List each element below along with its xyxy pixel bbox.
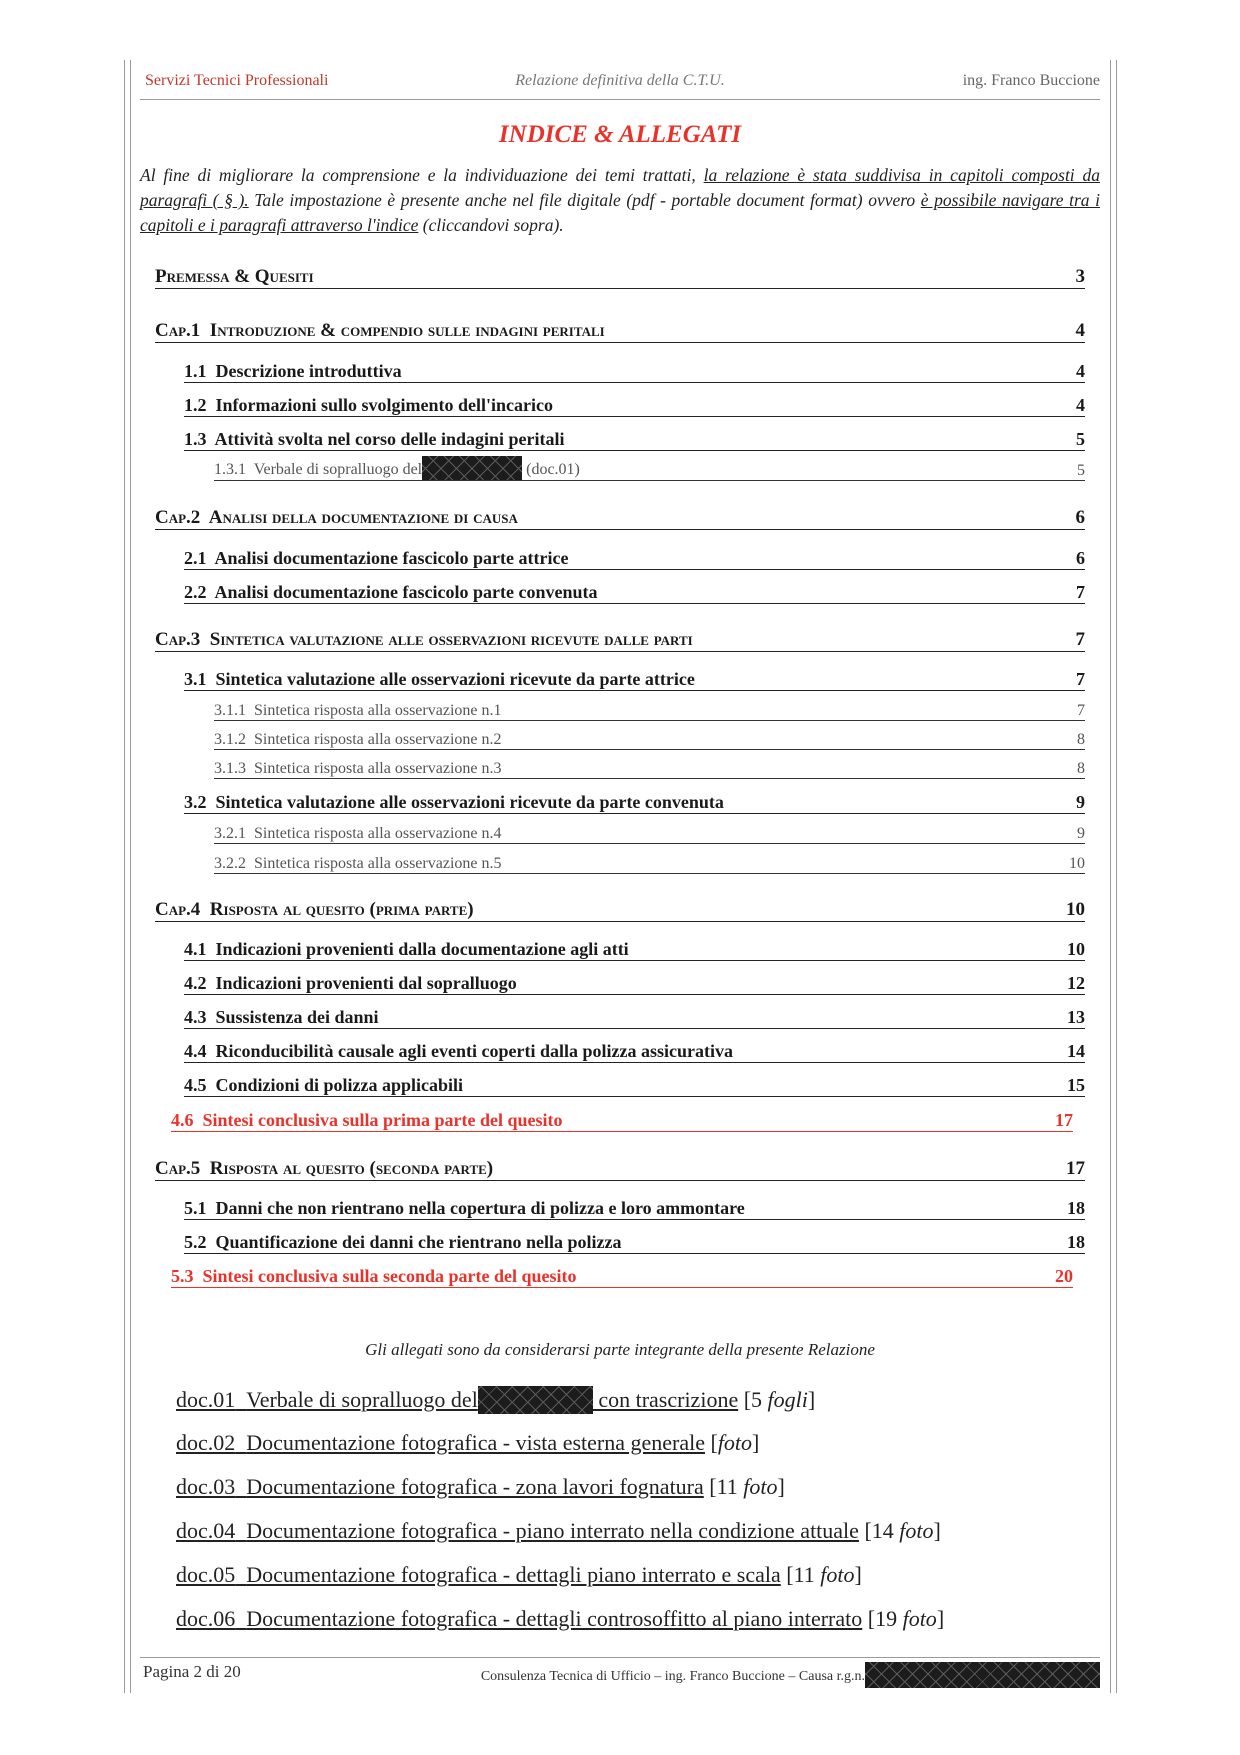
toc-entry[interactable]: 2.1 Analisi documentazione fascicolo parte attrice 6 bbox=[184, 548, 1085, 568]
toc-entry[interactable]: 1.3 Attività svolta nel corso delle indagini peritali 5 bbox=[184, 429, 1085, 449]
attachment-item[interactable]: doc.05 Documentazione fotografica - dettagli piano interrato e scala [11 foto] bbox=[176, 1562, 862, 1587]
footer-divider bbox=[140, 1657, 1100, 1658]
toc-entry[interactable]: 4.1 Indicazioni provenienti dalla documentazione agli atti 10 bbox=[184, 939, 1085, 959]
page-number: Pagina 2 di 20 bbox=[143, 1662, 241, 1681]
attachment-item[interactable]: doc.04 Documentazione fotografica - piano interrato nella condizione attuale [14 foto] bbox=[176, 1518, 941, 1543]
toc-entry[interactable]: Cap.1 Introduzione & compendio sulle indagini peritali 4 bbox=[155, 317, 1085, 343]
toc-entry[interactable]: 3.1.3 Sintetica risposta alla osservazione n.3 8 bbox=[214, 757, 1085, 779]
attachments-intro: Gli allegati sono da considerarsi parte integrante della presente Relazione bbox=[365, 1340, 875, 1359]
attachment-item[interactable]: doc.01 Verbale di sopralluogo del con trascrizione [5 fogli] bbox=[176, 1387, 816, 1412]
page-footer bbox=[140, 1662, 1100, 1686]
toc-entry[interactable]: 3.2.2 Sintetica risposta alla osservazione n.5 10 bbox=[214, 852, 1085, 874]
header-left: Servizi Tecnici Professionali bbox=[145, 72, 329, 89]
toc-entry[interactable]: Cap.5 Risposta al quesito (seconda parte) 17 bbox=[155, 1155, 1085, 1181]
header-center: Relazione definitiva della C.T.U. bbox=[515, 72, 725, 89]
toc-entry[interactable]: 1.1 Descrizione introduttiva 4 bbox=[184, 361, 1085, 381]
toc-entry[interactable]: 4.3 Sussistenza dei danni 13 bbox=[184, 1007, 1085, 1027]
toc-entry[interactable]: 3.1 Sintetica valutazione alle osservazioni ricevute da parte attrice 7 bbox=[184, 669, 1085, 689]
toc-entry[interactable]: Cap.4 Risposta al quesito (prima parte) 10 bbox=[155, 896, 1085, 922]
toc-entry[interactable]: 4.2 Indicazioni provenienti dal sopralluogo 12 bbox=[184, 973, 1085, 993]
toc-entry[interactable]: 3.1.2 Sintetica risposta alla osservazione n.2 8 bbox=[214, 728, 1085, 750]
toc-entry-highlight[interactable]: 4.6 Sintesi conclusiva sulla prima parte del quesito 17 bbox=[171, 1110, 1073, 1130]
redaction-block bbox=[422, 456, 522, 480]
toc-entry[interactable]: 1.2 Informazioni sullo svolgimento dell'incarico 4 bbox=[184, 395, 1085, 415]
toc-entry[interactable]: Cap.2 Analisi della documentazione di causa 6 bbox=[155, 504, 1085, 530]
attachment-item[interactable]: doc.06 Documentazione fotografica - dettagli controsoffitto al piano interrato [19 foto] bbox=[176, 1606, 945, 1631]
toc-entry[interactable]: 2.2 Analisi documentazione fascicolo parte convenuta 7 bbox=[184, 582, 1085, 602]
header-divider bbox=[140, 99, 1100, 100]
toc-entry[interactable]: 5.2 Quantificazione dei danni che rientrano nella polizza 18 bbox=[184, 1232, 1085, 1252]
intro-paragraph: Al fine di migliorare la comprensione e la individuazione dei temi trattati, la relazione è stata suddivisa in capitoli composti da paragrafi ( § ). Tale impostazione è presente anche nel file digitale (pdf - portable document format) ovvero è possibile navigare tra i capitoli e i paragrafi attraverso l'indice (cliccandovi sopra). bbox=[140, 165, 1100, 235]
attachment-item[interactable]: doc.03 Documentazione fotografica - zona lavori fognatura [11 foto] bbox=[176, 1474, 785, 1499]
toc-entry[interactable]: 4.5 Condizioni di polizza applicabili 15 bbox=[184, 1075, 1085, 1095]
page-title: INDICE & ALLEGATI bbox=[498, 121, 742, 148]
toc-entry[interactable]: Cap.3 Sintetica valutazione alle osservazioni ricevute dalle parti 7 bbox=[155, 626, 1085, 652]
page-header bbox=[140, 72, 1100, 96]
toc-entry[interactable]: Premessa & Quesiti 3 bbox=[155, 263, 1085, 289]
toc-entry[interactable]: 1.3.1 Verbale di sopralluogo del (doc.01) 5 bbox=[214, 459, 1085, 481]
toc-entry[interactable]: 3.2 Sintetica valutazione alle osservazioni ricevute da parte convenuta 9 bbox=[184, 792, 1085, 812]
attachment-item[interactable]: doc.02 Documentazione fotografica - vista esterna generale [foto] bbox=[176, 1430, 760, 1455]
footer-right: Consulenza Tecnica di Ufficio – ing. Franco Buccione – Causa r.g.n. bbox=[481, 1662, 1100, 1688]
toc-entry[interactable]: 5.1 Danni che non rientrano nella copertura di polizza e loro ammontare 18 bbox=[184, 1198, 1085, 1218]
toc-entry-highlight[interactable]: 5.3 Sintesi conclusiva sulla seconda parte del quesito 20 bbox=[171, 1266, 1073, 1286]
toc-entry[interactable]: 3.2.1 Sintetica risposta alla osservazione n.4 9 bbox=[214, 822, 1085, 844]
header-right: ing. Franco Buccione bbox=[962, 72, 1100, 89]
toc-entry[interactable]: 3.1.1 Sintetica risposta alla osservazione n.1 7 bbox=[214, 699, 1085, 721]
toc-entry[interactable]: 4.4 Riconducibilità causale agli eventi coperti dalla polizza assicurativa 14 bbox=[184, 1041, 1085, 1061]
redaction-block bbox=[478, 1386, 593, 1414]
redaction-block bbox=[865, 1662, 1100, 1688]
